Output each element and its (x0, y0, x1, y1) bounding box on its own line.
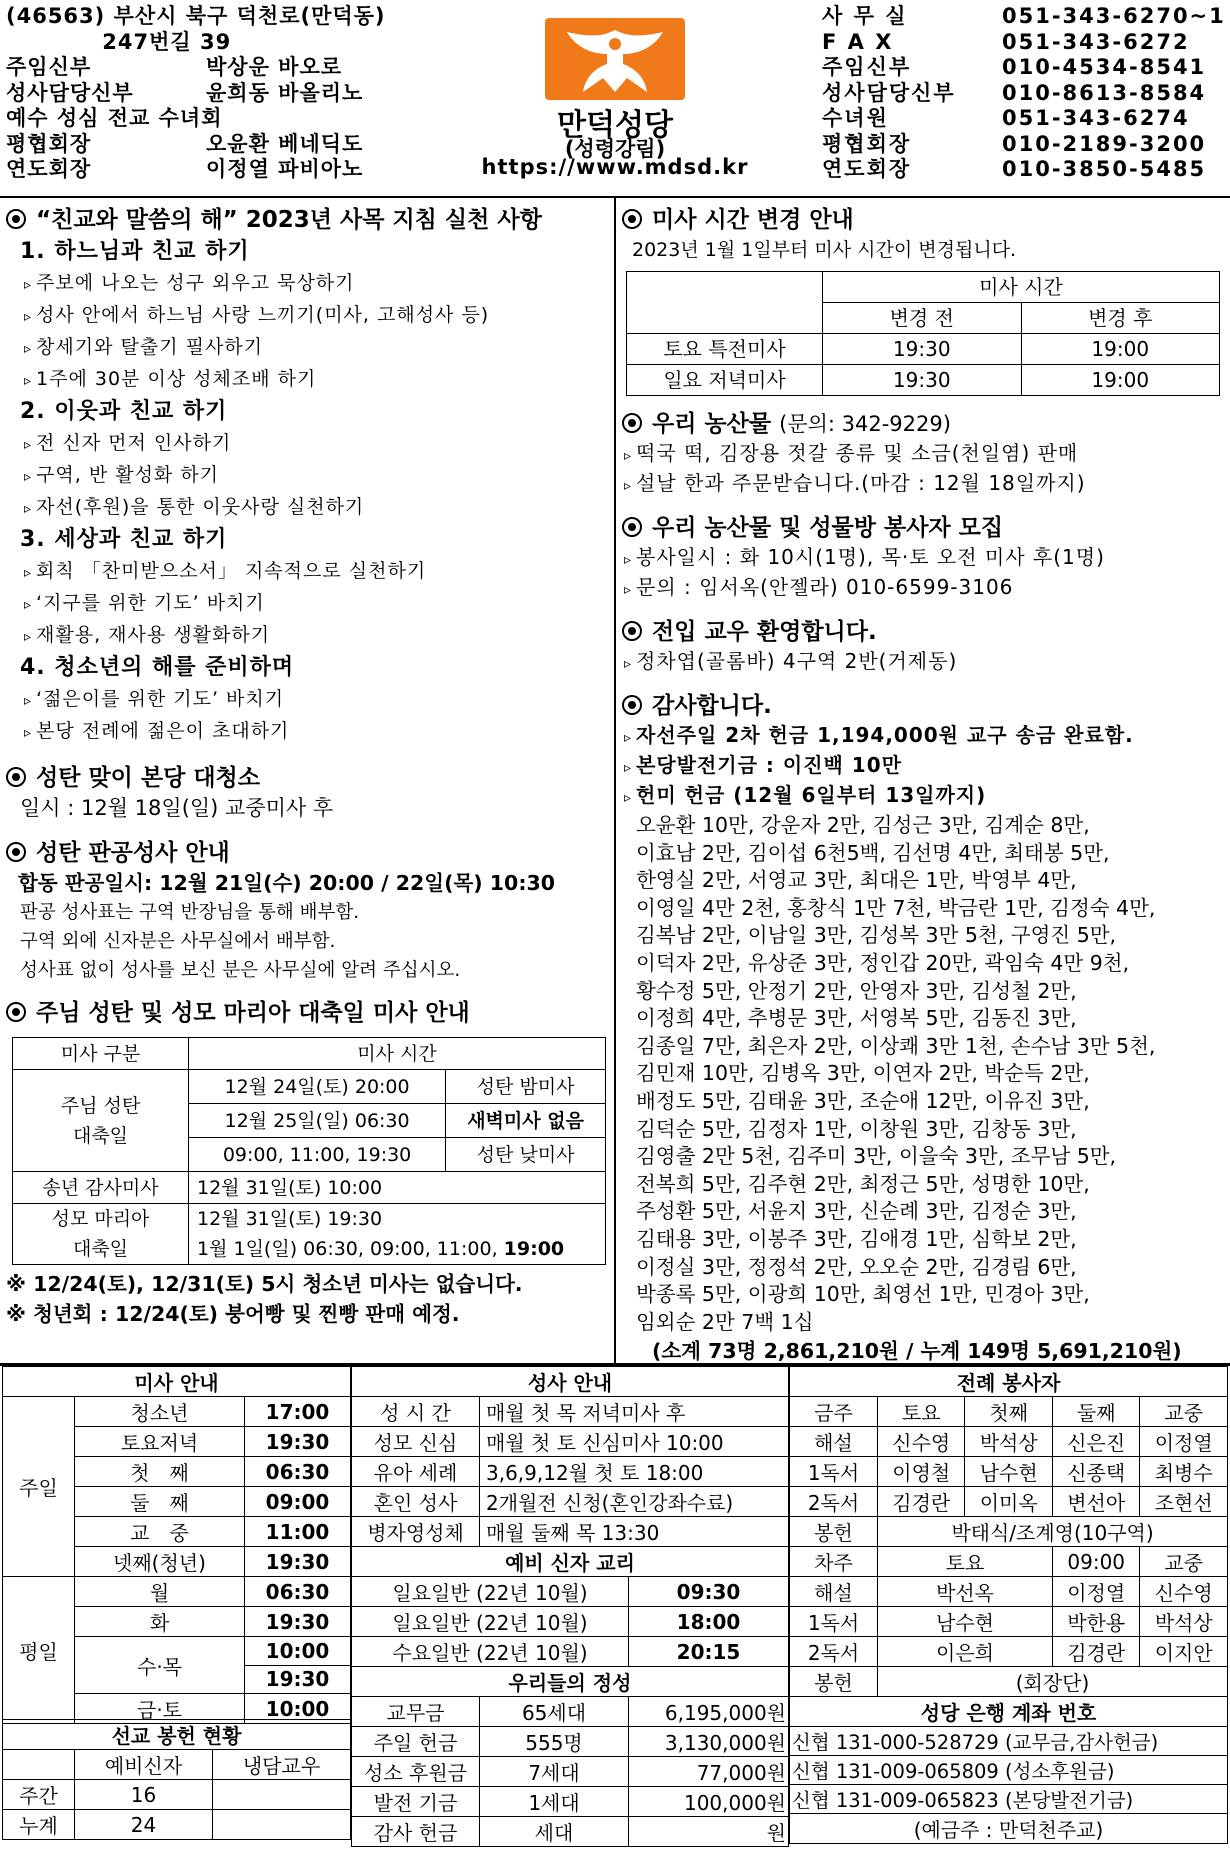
list-item: ▹ 본당 전례에 젊은이 초대하기 (24, 716, 611, 748)
section-title: 미사 시간 변경 안내 (622, 204, 1226, 236)
header (0, 0, 1230, 190)
list-item: ▹ 자선주일 2차 헌금 1,194,000원 교구 송금 완료함. (624, 722, 1226, 752)
confession-date: 합동 판공일시: 12월 21일(수) 20:00 / 22일(목) 10:30 (18, 871, 556, 895)
donor-line: 한영실 2만, 서영교 3만, 최대은 1만, 박영부 4만, (636, 868, 1077, 893)
list-item: ▹ ‘지구를 위한 기도’ 바치기 (24, 588, 611, 620)
header-right-contacts (822, 4, 1226, 183)
donor-line: 이덕자 2만, 유상준 3만, 정인갑 20만, 곽임숙 4만 9천, (636, 950, 1130, 975)
section-title: “친교와 말씀의 해” 2023년 사목 지침 실천 사항 (6, 204, 611, 236)
list-item: ▹ 문의 : 임서옥(안젤라) 010-6599-3106 (624, 574, 1226, 604)
bullet-icon (622, 209, 642, 229)
role-name: 이정열 파비아노 (206, 157, 364, 181)
contact-label: F A X (822, 29, 894, 54)
donor-line: 이정희 4만, 추병문 3만, 서영복 5만, 김동진 3만, (636, 1006, 1077, 1031)
donor-line: 전복희 5만, 김주현 2만, 최정근 5만, 성명한 10만, (636, 1171, 1090, 1196)
contact-phone: 010-3850-5485 (1002, 157, 1207, 181)
donor-line: 주성환 5만, 서윤지 3만, 신순례 3만, 김정순 3만, (636, 1199, 1077, 1224)
contact-label: 연도회장 (822, 157, 912, 181)
section-title: 전입 교우 환영합니다. (622, 616, 1226, 648)
notice: ※ 12/24(토), 12/31(토) 5시 청소년 미사는 없습니다. (6, 1272, 523, 1296)
contact-phone: 010-8613-8584 (1002, 80, 1207, 105)
list-item: ▹ 구역, 반 활성화 하기 (24, 460, 611, 492)
section-title: 우리 농산물 및 성물방 봉사자 모집 (622, 512, 1226, 544)
contact-label: 수녀원 (822, 106, 889, 130)
section-title: 주님 성탄 및 성모 마리아 대축일 미사 안내 (6, 997, 611, 1029)
list-item: ▹ 주보에 나오는 성구 외우고 묵상하기 (24, 268, 611, 300)
bullet-icon (622, 695, 642, 715)
mission-table: 선교 봉헌 현황 예비신자 냉담교우 주간 16 누계 24 (2, 1719, 351, 1840)
donor-line: 임외순 2만 7백 1십 (636, 1309, 814, 1334)
right-column (622, 204, 1226, 1366)
contact-label: 주임신부 (822, 55, 912, 79)
change-notice: 2023년 1월 1일부터 미사 시간이 변경됩니다. (632, 239, 1017, 261)
sacrament-table: 성사 안내 성 시 간 매월 첫 목 저녁미사 후 성모 신심 매월 첫 토 신심미사 10:00 유아 세례 3,6,9,12월 첫 토 18:00 혼인 성사 2개월전 신청(혼인강좌수료) 병자영성체 매월 둘째 목 13:30 예비 신자 교리 일요일반 (22년 10월) 09:30 일요일반 (22년 10월) 18:00 수요일반 (22년 10월) 20:15 우리들의 정성 교무금 65세대 6,195,000원 주일 헌금 555명 3,130,000원 성소 후원금 7세대 77,000원 발전 기금 1세대 100,000원 감사 헌금 세대 원 (351, 1366, 789, 1847)
confession-note: 판공 성사표는 구역 반장님을 통해 배부함. (20, 902, 360, 923)
list-item: ▹ 자선(후원)을 통한 이웃사랑 실천하기 (24, 492, 611, 524)
contact-phone: 010-2189-3200 (1002, 131, 1207, 156)
church-logo-icon (545, 18, 685, 100)
section-title: 성탄 판공성사 안내 (6, 837, 611, 869)
section-title: 감사합니다. (622, 690, 1226, 722)
list-item: ▹ 본당발전기금 : 이진백 10만 (624, 752, 1226, 782)
mass-schedule-table: 미사 안내 주일 청소년 17:00 토요저녁 19:30 첫 째 06:30 둘 째 09:00 교 중 11:00 넷째(청년) 19:30 평일 월 06:30 화 19:30 수·목 10:00 19:30 금·토 10:00 (2, 1366, 351, 1724)
church-url[interactable]: https://www.mdsd.kr (481, 155, 749, 179)
donor-line: 김태용 3만, 이봉주 3만, 김애경 1만, 심학보 2만, (636, 1226, 1077, 1251)
list-item: ▹ 봉사일시 : 화 10시(1명), 목·토 오전 미사 후(1명) (624, 544, 1226, 574)
donor-line: 김영출 2만 5천, 김주미 3만, 이을숙 3만, 조무남 5만, (636, 1144, 1117, 1169)
cleaning-date: 일시 : 12월 18일(일) 교중미사 후 (20, 796, 334, 820)
contact-phone: 010-4534-8541 (1002, 55, 1207, 79)
address-line1: (46563) 부산시 북구 덕천로(만덕동) (6, 4, 386, 28)
donor-line: 배정도 5만, 김태윤 3만, 조순애 12만, 이유진 3만, (636, 1088, 1090, 1113)
role-label: 연도회장 (6, 157, 92, 181)
donor-line: 김복남 2만, 이남일 3만, 김성복 3만 5천, 구영진 5만, (636, 923, 1117, 948)
left-column (6, 204, 611, 1329)
donor-line: 오윤환 10만, 강운자 2만, 김성근 3만, 김계순 8만, (636, 813, 1090, 837)
list-item: ▹ 1주에 30분 이상 성체조배 하기 (24, 364, 611, 396)
list-item: ▹ ‘젊은이를 위한 기도’ 바치기 (24, 684, 611, 716)
list-item: ▹ 회칙 「찬미받으소서」 지속적으로 실천하기 (24, 556, 611, 588)
column-divider (614, 198, 616, 1363)
list-item: ▹ 설날 한과 주문받습니다.(마감 : 12월 18일까지) (624, 470, 1226, 500)
notice: ※ 청년회 : 12/24(토) 붕어빵 및 찐빵 판매 예정. (6, 1302, 460, 1326)
gift-total: (소계 73명 2,861,210원 / 누계 149명 5,691,210원) (652, 1339, 1182, 1364)
role-label: 성사담당신부 (6, 80, 134, 105)
contact-label: 평협회장 (822, 131, 912, 156)
group-title: 4. 청소년의 해를 준비하며 (20, 655, 295, 680)
church-subtitle: (성령강림) (564, 137, 666, 161)
confession-note: 구역 외에 신자분은 사무실에서 배부함. (20, 931, 336, 952)
bullet-icon (6, 209, 26, 229)
role-label: 주임신부 (6, 55, 92, 79)
church-name: 만덕성당 (557, 108, 673, 143)
list-item: ▹ 떡국 떡, 김장용 젓갈 종류 및 소금(천일염) 판매 (624, 440, 1226, 470)
list-item: ▹ 성사 안에서 하느님 사랑 느끼기(미사, 고해성사 등) (24, 300, 611, 332)
bullet-icon (622, 413, 642, 433)
list-item: ▹ 창세기와 탈출기 필사하기 (24, 332, 611, 364)
confession-note: 성사표 없이 성사를 보신 분은 사무실에 알려 주십시오. (20, 960, 461, 981)
donor-line: 김종일 7만, 최은자 2만, 이상쾌 3만 1천, 손수남 3만 5천, (636, 1033, 1156, 1058)
group-title: 3. 세상과 친교 하기 (20, 527, 228, 552)
role-name: 박상운 바오로 (206, 55, 343, 79)
donor-list (622, 812, 1226, 1336)
list-item: ▹ 정차엽(골롬바) 4구역 2반(거제동) (624, 648, 1226, 678)
donor-line: 박종록 5만, 이광희 10만, 최영선 1만, 민경아 3만, (636, 1282, 1090, 1307)
contact-phone: 051-343-6270~1 (1002, 4, 1226, 28)
bullet-icon (622, 621, 642, 641)
list-item: ▹ 재활용, 재사용 생활화하기 (24, 620, 611, 652)
role-name: 오윤환 베네딕도 (206, 131, 364, 156)
donor-line: 이효남 2만, 김이섭 6천5백, 김선명 4만, 최태봉 5만, (636, 840, 1110, 865)
contact-phone: 051-343-6272 (1002, 29, 1190, 54)
section-title: 우리 농산물 (문의: 342-9229) (622, 408, 1226, 440)
section-title: 성탄 맞이 본당 대청소 (6, 762, 611, 794)
group-title: 1. 하느님과 친교 하기 (20, 239, 250, 264)
donor-line: 이영일 4만 2천, 홍창식 1만 7천, 박금란 1만, 김정숙 4만, (636, 895, 1156, 920)
bullet-icon (6, 842, 26, 862)
donor-line: 김덕순 5만, 김정자 1만, 이창원 3만, 김창동 3만, (636, 1116, 1077, 1141)
convent-name: 예수 성심 전교 수녀회 (6, 106, 223, 130)
bullet-icon (6, 1002, 26, 1022)
header-left-info (6, 4, 386, 183)
contact-label: 사 무 실 (822, 4, 908, 28)
donor-line: 이정실 3만, 정정석 2만, 오오순 2만, 김경림 6만, (636, 1254, 1077, 1279)
role-label: 평협회장 (6, 131, 92, 156)
group-title: 2. 이웃과 친교 하기 (20, 399, 228, 424)
role-name: 윤희동 바올리노 (206, 80, 364, 105)
bullet-icon (622, 517, 642, 537)
list-item: ▹ 전 신자 먼저 인사하기 (24, 428, 611, 460)
christmas-mass-table: 미사 구분 미사 시간 주님 성탄 대축일 12월 24일(토) 20:00 성탄 밤미사 12월 25일(일) 06:30 새벽미사 없음 09:00, 11:00, 19:30 성탄 낮미사 송년 감사미사 12월 31일(토) 10:00 성모 마리아 대축일 12월 31일(토) 19:30 1월 1일(일) 06:30, 09:00, 11:00, 19:00 (12, 1037, 606, 1265)
bullet-icon (6, 767, 26, 787)
mass-change-table: 미사 시간 변경 전 변경 후 토요 특전미사 19:30 19:00 일요 저녁미사 19:30 19:00 (626, 271, 1220, 396)
donor-line: 황수정 5만, 안정기 2만, 안영자 3만, 김성철 2만, (636, 978, 1077, 1003)
list-item: ▹ 헌미 헌금 (12월 6일부터 13일까지) (624, 782, 1226, 812)
address-line2: 247번길 39 (6, 29, 232, 54)
liturgy-table: 전례 봉사자 금주 토요 첫째 둘째 교중 해설 신수영 박석상 신은진 이정열 1독서 이영철 남수현 신종택 최병수 2독서 김경란 이미옥 변선아 조현선 봉헌 박태식/조계영(10구역) 차주 토요 09:00 교중 해설 박선옥 이정열 신수영 1독서 남수현 박한용 박석상 2독서 이은희 김경란 이지안 봉헌 (회장단) 성당 은행 계좌 번호 신협 131-000-528729 (교무금,감사헌금) 신협 131-009-065809 (성소후원금) 신협 131-009-065823 (본당발전기금) (예금주 : 만덕천주교) (789, 1366, 1228, 1844)
donor-line: 김민재 10만, 김병옥 3만, 이연자 2만, 박순득 2만, (636, 1061, 1090, 1086)
contact-label: 성사담당신부 (822, 80, 956, 105)
contact-phone: 051-343-6274 (1002, 106, 1190, 130)
